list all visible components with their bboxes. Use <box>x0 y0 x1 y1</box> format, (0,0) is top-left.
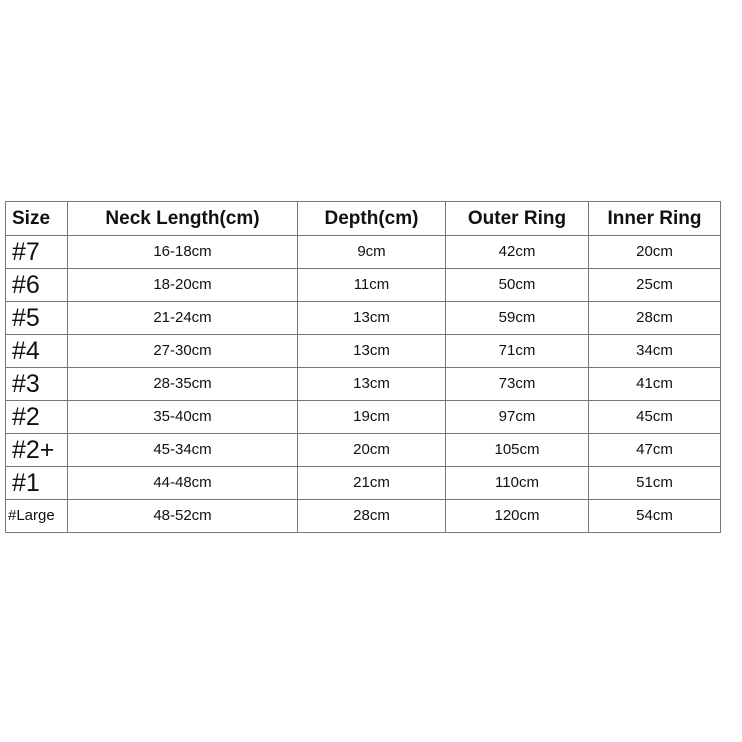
size-cell: #5 <box>6 302 68 335</box>
depth-cell: 9cm <box>298 236 446 269</box>
neck-length-cell: 16-18cm <box>68 236 298 269</box>
outer-ring-cell: 71cm <box>446 335 589 368</box>
header-outer-ring: Outer Ring <box>446 202 589 236</box>
inner-ring-cell: 25cm <box>589 269 721 302</box>
outer-ring-cell: 42cm <box>446 236 589 269</box>
size-cell: #1 <box>6 467 68 500</box>
depth-cell: 19cm <box>298 401 446 434</box>
depth-cell: 28cm <box>298 500 446 533</box>
depth-cell: 13cm <box>298 335 446 368</box>
outer-ring-cell: 105cm <box>446 434 589 467</box>
table-row <box>6 269 721 302</box>
table-row <box>6 368 721 401</box>
header-neck-length: Neck Length(cm) <box>68 202 298 236</box>
neck-length-cell: 21-24cm <box>68 302 298 335</box>
size-cell: #3 <box>6 368 68 401</box>
size-cell: #7 <box>6 236 68 269</box>
inner-ring-cell: 41cm <box>589 368 721 401</box>
neck-length-cell: 44-48cm <box>68 467 298 500</box>
inner-ring-cell: 20cm <box>589 236 721 269</box>
neck-length-cell: 18-20cm <box>68 269 298 302</box>
table-row <box>6 467 721 500</box>
header-size: Size <box>6 202 68 236</box>
size-cell: #2+ <box>6 434 68 467</box>
outer-ring-cell: 120cm <box>446 500 589 533</box>
neck-length-cell: 28-35cm <box>68 368 298 401</box>
inner-ring-cell: 54cm <box>589 500 721 533</box>
header-row <box>6 202 721 236</box>
depth-cell: 13cm <box>298 368 446 401</box>
table-row <box>6 302 721 335</box>
outer-ring-cell: 97cm <box>446 401 589 434</box>
table-row <box>6 401 721 434</box>
inner-ring-cell: 51cm <box>589 467 721 500</box>
table-row <box>6 335 721 368</box>
neck-length-cell: 35-40cm <box>68 401 298 434</box>
table-row <box>6 434 721 467</box>
depth-cell: 21cm <box>298 467 446 500</box>
size-cell: #Large <box>6 500 68 533</box>
inner-ring-cell: 28cm <box>589 302 721 335</box>
outer-ring-cell: 50cm <box>446 269 589 302</box>
size-cell: #2 <box>6 401 68 434</box>
depth-cell: 20cm <box>298 434 446 467</box>
header-depth: Depth(cm) <box>298 202 446 236</box>
outer-ring-cell: 73cm <box>446 368 589 401</box>
outer-ring-cell: 59cm <box>446 302 589 335</box>
size-chart-table <box>5 201 721 533</box>
inner-ring-cell: 34cm <box>589 335 721 368</box>
neck-length-cell: 27-30cm <box>68 335 298 368</box>
depth-cell: 13cm <box>298 302 446 335</box>
table-row <box>6 236 721 269</box>
neck-length-cell: 48-52cm <box>68 500 298 533</box>
inner-ring-cell: 45cm <box>589 401 721 434</box>
depth-cell: 11cm <box>298 269 446 302</box>
outer-ring-cell: 110cm <box>446 467 589 500</box>
size-cell: #4 <box>6 335 68 368</box>
table-row <box>6 500 721 533</box>
inner-ring-cell: 47cm <box>589 434 721 467</box>
neck-length-cell: 45-34cm <box>68 434 298 467</box>
size-cell: #6 <box>6 269 68 302</box>
header-inner-ring: Inner Ring <box>589 202 721 236</box>
